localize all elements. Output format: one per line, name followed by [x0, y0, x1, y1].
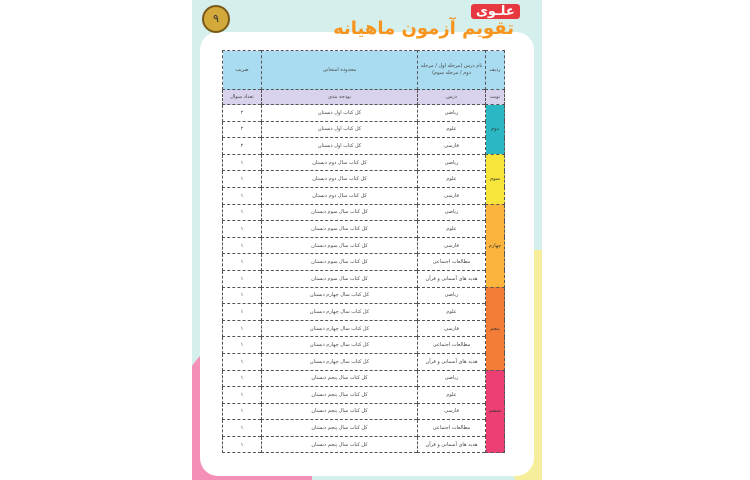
table-row: [223, 370, 505, 387]
table-row: [223, 436, 505, 453]
table-row: [223, 420, 505, 437]
grade-label: پنجم: [486, 287, 505, 370]
count-cell: ۲: [223, 121, 262, 138]
count-cell: ۱: [223, 171, 262, 188]
count-cell: ۱: [223, 270, 262, 287]
range-cell: کل کتاب سال سوم دبستان: [262, 204, 418, 221]
subject-cell: فارسی: [418, 320, 486, 337]
count-cell: ۱: [223, 403, 262, 420]
page-title: تقویم آزمون ماهیانه: [333, 18, 514, 39]
table-row: [223, 270, 505, 287]
subject-cell: فارسی: [418, 403, 486, 420]
table-row: [223, 204, 505, 221]
count-cell: ۱: [223, 187, 262, 204]
range-cell: کل کتاب سال چهارم دبستان: [262, 304, 418, 321]
table-row: [223, 138, 505, 155]
range-cell: کل کتاب سال پنجم دبستان: [262, 403, 418, 420]
subject-cell: علوم: [418, 171, 486, 188]
brand-badge: علـوی: [471, 4, 520, 19]
range-cell: کل کتاب اول دبستان: [262, 138, 418, 155]
col-header: محدوده امتحانی: [262, 51, 418, 90]
subject-cell: ریاضی: [418, 105, 486, 122]
table-row: [223, 171, 505, 188]
count-cell: ۱: [223, 436, 262, 453]
range-cell: کل کتاب سال دوم دبستان: [262, 187, 418, 204]
range-cell: کل کتاب سال چهارم دبستان: [262, 353, 418, 370]
col-header: ردیف: [486, 51, 505, 90]
range-cell: کل کتاب اول دبستان: [262, 105, 418, 122]
subject-cell: علوم: [418, 121, 486, 138]
grade-label: چهارم: [486, 204, 505, 287]
range-cell: کل کتاب سال چهارم دبستان: [262, 337, 418, 354]
subject-cell: مطالعات اجتماعی: [418, 420, 486, 437]
grade-label: دوم: [486, 105, 505, 155]
count-cell: ۱: [223, 287, 262, 304]
range-cell: کل کتاب سال چهارم دبستان: [262, 287, 418, 304]
subject-cell: فارسی: [418, 237, 486, 254]
grade-label: ششم: [486, 370, 505, 453]
subject-cell: علوم: [418, 221, 486, 238]
count-cell: ۱: [223, 337, 262, 354]
grade-label: سوم: [486, 154, 505, 204]
range-cell: کل کتاب سال چهارم دبستان: [262, 320, 418, 337]
range-cell: کل کتاب سال پنجم دبستان: [262, 370, 418, 387]
subheader-cell: نوبت: [486, 90, 505, 105]
subheader-cell: بودجه بندی: [262, 90, 418, 105]
subheader-cell: تعداد سوال: [223, 90, 262, 105]
table-row: [223, 353, 505, 370]
count-cell: ۱: [223, 370, 262, 387]
range-cell: کل کتاب سال پنجم دبستان: [262, 420, 418, 437]
page-number: ۹: [202, 5, 230, 33]
table-row: [223, 387, 505, 404]
col-header: نام درس (مرحله اول / مرحله دوم / مرحله سوم): [418, 51, 486, 90]
subject-cell: ریاضی: [418, 204, 486, 221]
subject-cell: هدیه های آسمانی و قرآن: [418, 353, 486, 370]
table-row: [223, 337, 505, 354]
range-cell: کل کتاب سال سوم دبستان: [262, 270, 418, 287]
subject-cell: علوم: [418, 387, 486, 404]
count-cell: ۱: [223, 353, 262, 370]
range-cell: کل کتاب سال دوم دبستان: [262, 171, 418, 188]
table-row: [223, 287, 505, 304]
table-row: [223, 221, 505, 238]
subject-cell: مطالعات اجتماعی: [418, 337, 486, 354]
count-cell: ۱: [223, 254, 262, 271]
table-row: [223, 254, 505, 271]
table-row: [223, 403, 505, 420]
count-cell: ۱: [223, 304, 262, 321]
range-cell: کل کتاب سال پنجم دبستان: [262, 436, 418, 453]
exam-table: [222, 50, 505, 453]
table-row: [223, 304, 505, 321]
count-cell: ۲: [223, 138, 262, 155]
count-cell: ۱: [223, 154, 262, 171]
subject-cell: فارسی: [418, 187, 486, 204]
table-row: [223, 320, 505, 337]
col-header: ضریب: [223, 51, 262, 90]
range-cell: کل کتاب سال سوم دبستان: [262, 254, 418, 271]
range-cell: کل کتاب سال سوم دبستان: [262, 221, 418, 238]
table-row: [223, 154, 505, 171]
subject-cell: فارسی: [418, 138, 486, 155]
subject-cell: ریاضی: [418, 154, 486, 171]
table-row: [223, 121, 505, 138]
subject-cell: ریاضی: [418, 370, 486, 387]
page: [192, 0, 542, 480]
subject-cell: مطالعات اجتماعی: [418, 254, 486, 271]
subheader-cell: درس: [418, 90, 486, 105]
range-cell: کل کتاب سال دوم دبستان: [262, 154, 418, 171]
range-cell: کل کتاب سال سوم دبستان: [262, 237, 418, 254]
subject-cell: هدیه های آسمانی و قرآن: [418, 270, 486, 287]
table-row: [223, 237, 505, 254]
count-cell: ۱: [223, 387, 262, 404]
count-cell: ۱: [223, 204, 262, 221]
count-cell: ۲: [223, 105, 262, 122]
subject-cell: هدیه های آسمانی و قرآن: [418, 436, 486, 453]
count-cell: ۱: [223, 420, 262, 437]
table-row: [223, 105, 505, 122]
subject-cell: علوم: [418, 304, 486, 321]
table-row: [223, 187, 505, 204]
range-cell: کل کتاب اول دبستان: [262, 121, 418, 138]
range-cell: کل کتاب سال پنجم دبستان: [262, 387, 418, 404]
count-cell: ۱: [223, 221, 262, 238]
count-cell: ۱: [223, 320, 262, 337]
count-cell: ۱: [223, 237, 262, 254]
subject-cell: ریاضی: [418, 287, 486, 304]
